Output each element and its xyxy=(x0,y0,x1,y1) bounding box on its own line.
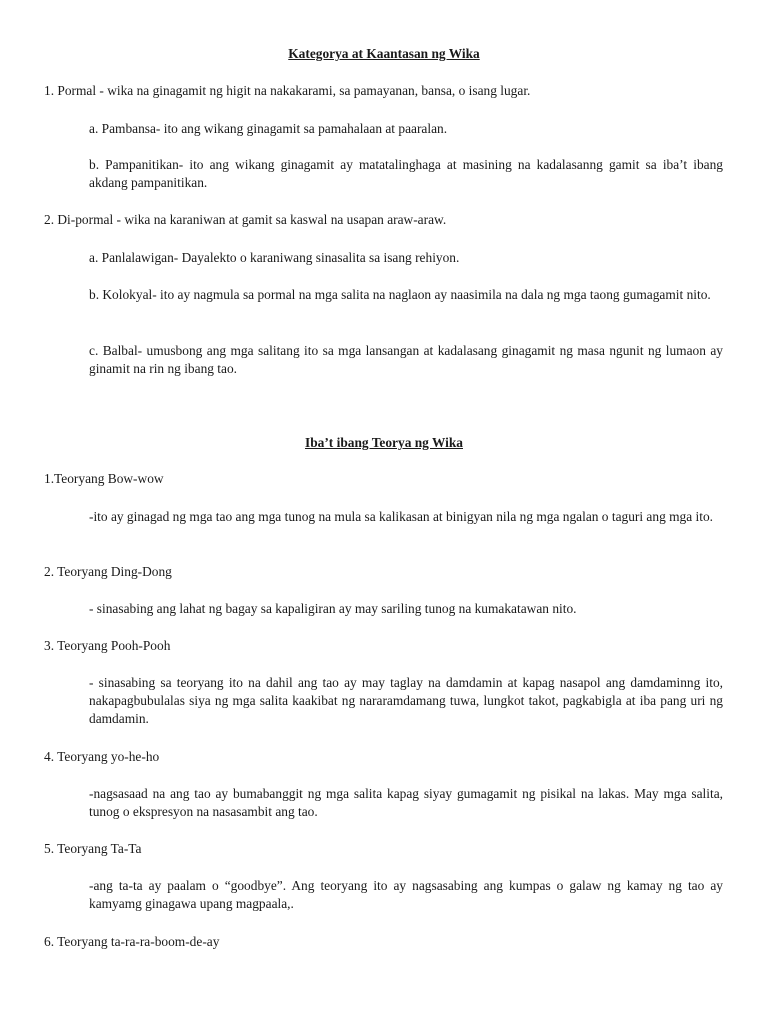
subitem-pambansa: a. Pambansa- ito ang wikang ginagamit sa pamahalaan at paaralan. xyxy=(89,121,448,136)
subitem-pampanitikan: b. Pampanitikan- ito ang wikang ginagamit ay matatalinghaga at masining na kadalasanng gamit sa iba’t ibang akdang pampanitikan. xyxy=(89,157,723,190)
subitem-kolokyal: b. Kolokyal- ito ay nagmula sa pormal na mga salita na naglaon ay naasimila na dala ng mga taong gumagamit nito. xyxy=(89,287,711,302)
teorya-bow-wow: 1.Teoryang Bow-wow xyxy=(44,471,164,486)
teorya-pooh-pooh: 3. Teoryang Pooh-Pooh xyxy=(44,638,171,653)
subitem-balbal: c. Balbal- umusbong ang mga salitang ito sa mga lansangan at kadalasang ginagamit ng masa ngunit ng lumaon ay ginamit na rin ng ibang tao. xyxy=(89,343,723,376)
item-di-pormal: 2. Di-pormal - wika na karaniwan at gamit sa kaswal na usapan araw-araw. xyxy=(44,212,447,227)
item-pormal: 1. Pormal - wika na ginagamit ng higit na nakakarami, sa pamayanan, bansa, o isang lugar. xyxy=(44,83,531,98)
teorya-yo-he-ho: 4. Teoryang yo-he-ho xyxy=(44,749,160,764)
section-title-kategorya: Kategorya at Kaantasan ng Wika xyxy=(288,46,480,61)
subitem-panlalawigan: a. Panlalawigan- Dayalekto o karaniwang sinasalita sa isang rehiyon. xyxy=(89,250,460,265)
teorya-pooh-pooh-desc: - sinasabing sa teoryang ito na dahil ang tao ay may taglay na damdamin at kapag nasapol ang damdaminng ito, nakapagbubulalas siya ng mga salita kaakibat ng nararamdamang tuwa, lungkot takot, pagkabigla at iba pang uri ng damdamin. xyxy=(89,675,723,726)
teorya-ta-ta-desc: -ang ta-ta ay paalam o “goodbye”. Ang teoryang ito ay nagsasabing ang kumpas o galaw ng kamay ng tao ay kamyamg ginagawa upang magpaala,. xyxy=(89,878,723,911)
teorya-yo-he-ho-desc: -nagsasaad na ang tao ay bumabanggit ng mga salita kapag siyay gumagamit ng pisikal na lakas. May mga salita, tunog o ekspresyon na nasasambit ang tao. xyxy=(89,786,723,819)
section-title-teorya: Iba’t ibang Teorya ng Wika xyxy=(304,435,463,450)
teorya-ding-dong-desc: - sinasabing ang lahat ng bagay sa kapaligiran ay may sariling tunog na kumakatawan nito. xyxy=(89,601,577,616)
teorya-ding-dong: 2. Teoryang Ding-Dong xyxy=(44,564,172,579)
teorya-ta-ta: 5. Teoryang Ta-Ta xyxy=(44,841,142,856)
teorya-ta-ra-ra-boom-de-ay: 6. Teoryang ta-ra-ra-boom-de-ay xyxy=(44,934,220,949)
teorya-bow-wow-desc: -ito ay ginagad ng mga tao ang mga tunog na mula sa kalikasan at binigyan nila ng mga ngalan o taguri ang mga ito. xyxy=(89,509,713,524)
